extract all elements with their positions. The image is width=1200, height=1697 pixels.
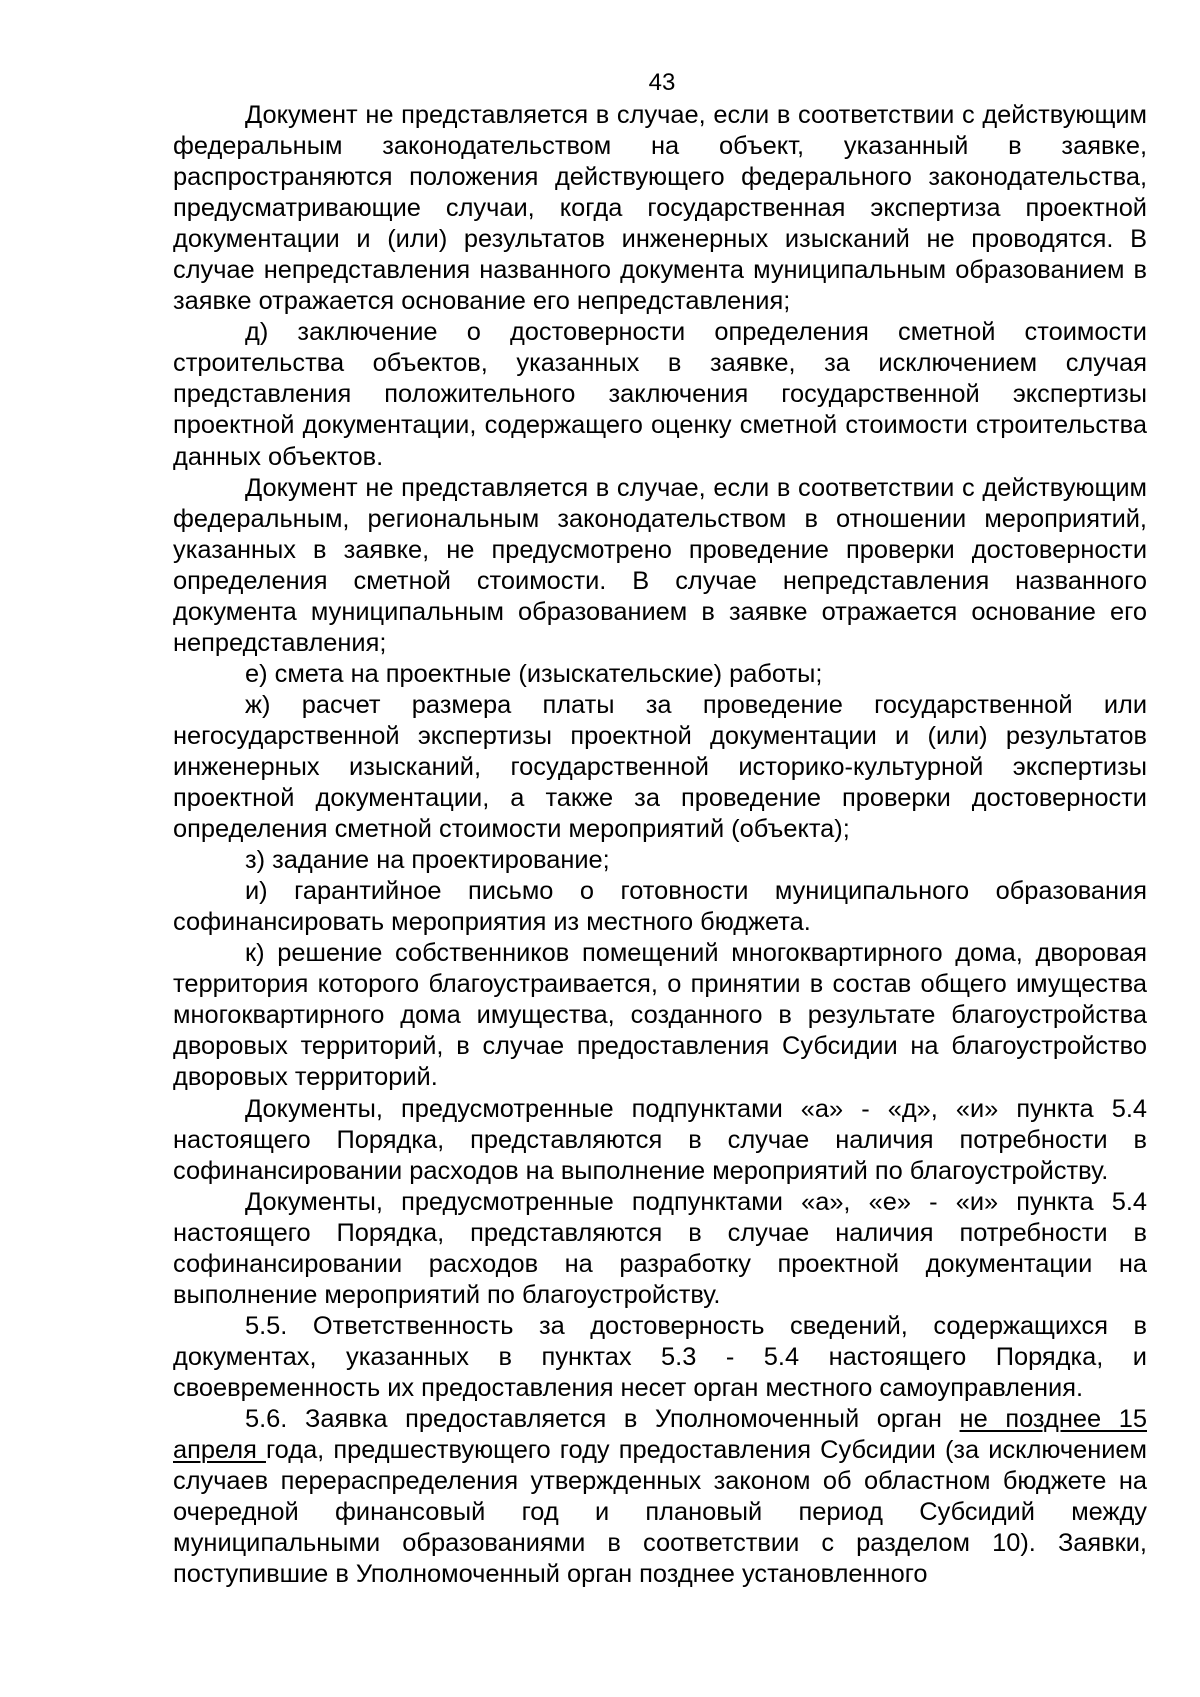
paragraph-item-e: е) смета на проектные (изыскательские) работы; (245, 659, 823, 688)
paragraph-item-k: к) решение собственников помещений многоквартирного дома, дворовая территория которого благоустраивается, о принятии в состав общего имущества многоквартирного дома имущества, созданного в результате благоустройства дворовых территорий, в случае предоставления Субсидии на благоустройство дворовых территорий. (173, 939, 1147, 1092)
paragraph-item-d: д) заключение о достоверности определения сметной стоимости строительства объектов, указанных в заявке, за исключением случая представления положительного заключения государственной экспертизы проектной документации, содержащего оценку сметной стоимости строительства данных объектов. (173, 318, 1147, 471)
paragraph-document-not-required-estimate: Документ не представляется в случае, если в соответствии с действующим федеральным, региональным законодательством в отношении мероприятий, указанных в заявке, не предусмотрено проведение проверки достоверности определения сметной стоимости. В случае непредставления названного документа муниципальным образованием в заявке отражается основание его непредставления; (173, 473, 1147, 657)
page-number: 43 (648, 69, 676, 96)
document-body (173, 100, 1147, 1590)
deadline-underlined: не позднее 15 апреля (173, 1404, 1147, 1465)
paragraph-5-6-end: года, предшествующего году предоставления Субсидии (за исключением случаев перераспределения утвержденных законом об областном бюджете на очередной финансовый год и плановый период Субсидий между муниципальными образованиями в соответствии с разделом 10). Заявки, поступившие в Уполномоченный орган позднее установленного (173, 1436, 1148, 1589)
paragraph-item-i: и) гарантийное письмо о готовности муниципального образования софинансировать мероприятия из местного бюджета. (173, 877, 1147, 937)
paragraph-5-6-start: 5.6. Заявка предоставляется в Уполномоченный орган (245, 1404, 960, 1433)
paragraph-item-zh: ж) расчет размера платы за проведение государственной или негосударственной экспертизы проектной документации и (или) результатов инженерных изысканий, государственной историко-культурной экспертизы проектной документации, а также за проведение проверки достоверности определения сметной стоимости мероприятий (объекта); (173, 690, 1147, 844)
paragraph-documents-a-d-i: Документы, предусмотренные подпунктами «а» - «д», «и» пункта 5.4 настоящего Порядка, представляются в случае наличия потребности в софинансировании расходов на выполнение мероприятий по благоустройству. (173, 1094, 1147, 1185)
paragraph-5-5: 5.5. Ответственность за достоверность сведений, содержащихся в документах, указанных в пунктах 5.3 - 5.4 настоящего Порядка, и своевременность их предоставления несет орган местного самоуправления. (173, 1311, 1147, 1402)
paragraph-5-6 (173, 1404, 1147, 1590)
paragraph-documents-a-e-i: Документы, предусмотренные подпунктами «а», «е» - «и» пункта 5.4 настоящего Порядка, представляются в случае наличия потребности в софинансировании расходов на разработку проектной документации на выполнение мероприятий по благоустройству. (173, 1187, 1147, 1309)
paragraph-document-not-required-expertise: Документ не представляется в случае, если в соответствии с действующим федеральным законодательством на объект, указанный в заявке, распространяются положения действующего федерального законодательства, предусматривающие случаи, когда государственная экспертиза проектной документации и (или) результатов инженерных изысканий не проводятся. В случае непредставления названного документа муниципальным образованием в заявке отражается основание его непредставления; (173, 101, 1147, 316)
paragraph-item-z: з) задание на проектирование; (245, 846, 610, 875)
